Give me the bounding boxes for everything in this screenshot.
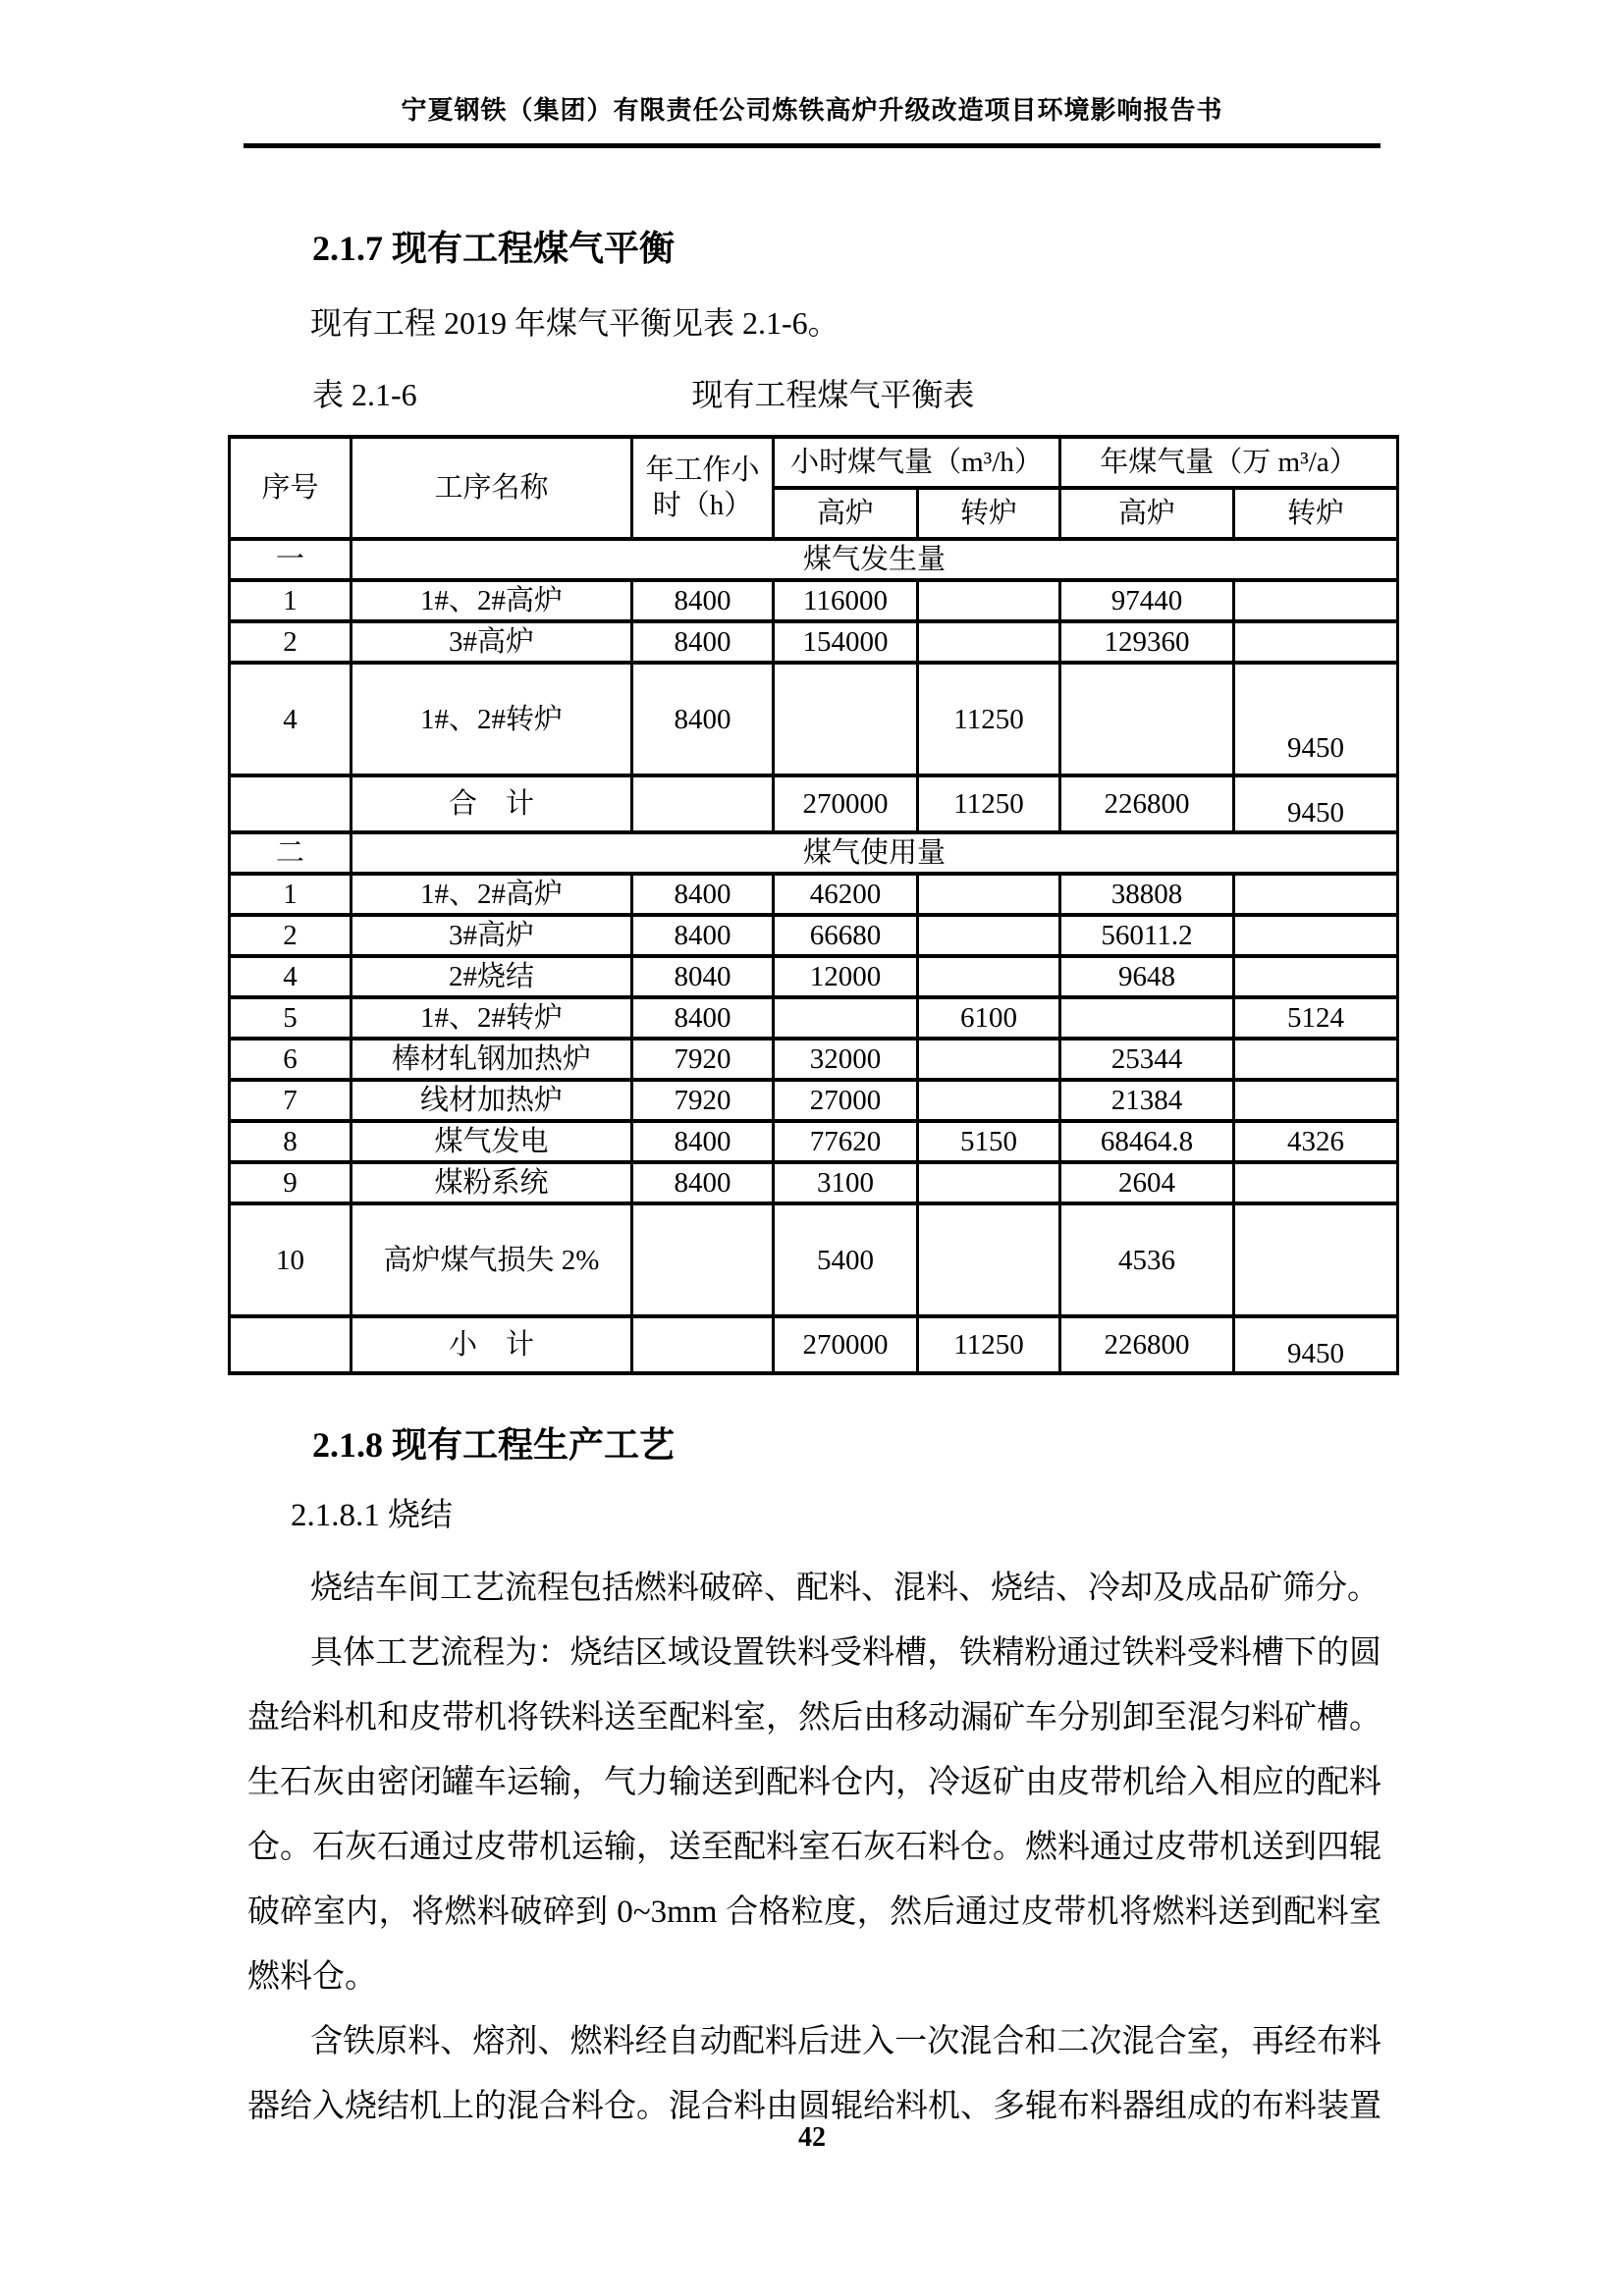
cell-no: 9 (230, 1162, 352, 1203)
table-header-row (230, 437, 1398, 488)
heading-2-1-8-1: 2.1.8.1 烧结 (291, 1498, 453, 1533)
body-paragraph-3: 含铁原料、熔剂、燃料经自动配料后进入一次混合和二次混合室，再经布料器给入烧结机上的混合料仓。混合料由圆辊给料机、多辊布料器组成的布料装置 (247, 2024, 1381, 2124)
cell-no: 一 (230, 539, 352, 580)
subcol-blast-furnace: 高炉 (1060, 488, 1234, 539)
heading-2-1-7: 2.1.7 现有工程煤气平衡 (312, 229, 676, 268)
cell-process: 2#烧结 (352, 956, 632, 997)
header-rule (244, 143, 1380, 148)
cell-process: 煤粉系统 (352, 1162, 632, 1203)
table-row (230, 1039, 1398, 1080)
cell-no: 7 (230, 1080, 352, 1121)
cell-no: 8 (230, 1121, 352, 1162)
cell-annual-conv (1234, 956, 1398, 997)
cell-no (230, 1316, 352, 1373)
cell-process: 煤气发电 (352, 1121, 632, 1162)
cell-hourly-conv: 11250 (918, 663, 1060, 775)
cell-process: 3#高炉 (352, 915, 632, 956)
cell-process: 小 计 (352, 1316, 632, 1373)
cell-hourly-bf: 3100 (774, 1162, 918, 1203)
table-row (230, 1121, 1398, 1162)
cell-hourly-bf: 77620 (774, 1121, 918, 1162)
gas-balance-table (228, 435, 1399, 1375)
page-header (0, 0, 1624, 148)
cell-annual-bf: 226800 (1060, 1316, 1234, 1373)
cell-hourly-conv (918, 1080, 1060, 1121)
page-content (228, 225, 1396, 2139)
body-paragraph-1: 烧结车间工艺流程包括燃料破碎、配料、混料、烧结、冷却及成品矿筛分。 (310, 1571, 1380, 1606)
cell-annual-bf: 21384 (1060, 1080, 1234, 1121)
cell-hours: 8040 (632, 956, 774, 997)
cell-hourly-bf (774, 663, 918, 775)
table-row (230, 663, 1398, 775)
table-row (230, 997, 1398, 1039)
cell-annual-bf: 2604 (1060, 1162, 1234, 1203)
table-row (230, 956, 1398, 997)
cell-annual-conv (1234, 1203, 1398, 1316)
table-row (230, 1162, 1398, 1203)
report-title: 宁夏钢铁（集团）有限责任公司炼铁高炉升级改造项目环境影响报告书 (401, 96, 1223, 125)
subcol-converter: 转炉 (1234, 488, 1398, 539)
cell-no: 4 (230, 663, 352, 775)
cell-hours (632, 1203, 774, 1316)
cell-hours: 8400 (632, 1121, 774, 1162)
section-label: 煤气使用量 (352, 832, 1398, 874)
cell-hourly-conv (918, 621, 1060, 663)
col-header-process: 工序名称 (352, 437, 632, 539)
intro-paragraph: 现有工程 2019 年煤气平衡见表 2.1-6。 (310, 305, 839, 341)
col-header-hourly-gas: 小时煤气量（m³/h） (774, 437, 1060, 488)
cell-annual-conv (1234, 1080, 1398, 1121)
table-row (230, 580, 1398, 621)
cell-hours: 7920 (632, 1039, 774, 1080)
cell-hourly-conv (918, 956, 1060, 997)
cell-hours: 8400 (632, 1162, 774, 1203)
cell-process: 1#、2#转炉 (352, 997, 632, 1039)
heading-2-1-8: 2.1.8 现有工程生产工艺 (312, 1425, 676, 1465)
cell-hours: 8400 (632, 997, 774, 1039)
cell-no: 5 (230, 997, 352, 1039)
cell-annual-conv (1234, 621, 1398, 663)
cell-annual-bf: 97440 (1060, 580, 1234, 621)
section-label: 煤气发生量 (352, 539, 1398, 580)
cell-annual-bf: 56011.2 (1060, 915, 1234, 956)
cell-annual-bf (1060, 997, 1234, 1039)
cell-hourly-bf: 154000 (774, 621, 918, 663)
cell-hourly-conv (918, 1162, 1060, 1203)
cell-hourly-bf: 116000 (774, 580, 918, 621)
cell-hours: 8400 (632, 621, 774, 663)
total-row-generation (230, 775, 1398, 832)
cell-process: 3#高炉 (352, 621, 632, 663)
cell-no: 6 (230, 1039, 352, 1080)
cell-hourly-conv: 5150 (918, 1121, 1060, 1162)
cell-annual-bf: 129360 (1060, 621, 1234, 663)
table-caption-title: 现有工程煤气平衡表 (691, 377, 975, 412)
section-row-usage (230, 832, 1398, 874)
cell-process: 棒材轧钢加热炉 (352, 1039, 632, 1080)
cell-no: 10 (230, 1203, 352, 1316)
cell-annual-conv: 5124 (1234, 997, 1398, 1039)
cell-annual-conv (1234, 580, 1398, 621)
cell-hourly-conv (918, 580, 1060, 621)
cell-process: 1#、2#高炉 (352, 580, 632, 621)
cell-hourly-bf: 270000 (774, 775, 918, 832)
table-row (230, 1203, 1398, 1316)
cell-hourly-conv: 11250 (918, 1316, 1060, 1373)
col-header-no: 序号 (230, 437, 352, 539)
cell-no: 1 (230, 874, 352, 915)
total-row-usage (230, 1316, 1398, 1373)
cell-annual-conv: 9450 (1234, 775, 1398, 832)
cell-annual-conv (1234, 1162, 1398, 1203)
cell-process: 1#、2#转炉 (352, 663, 632, 775)
cell-hours (632, 775, 774, 832)
cell-hours: 8400 (632, 580, 774, 621)
cell-annual-bf: 4536 (1060, 1203, 1234, 1316)
cell-hourly-conv (918, 1203, 1060, 1316)
cell-hourly-bf: 12000 (774, 956, 918, 997)
cell-no: 1 (230, 580, 352, 621)
cell-no (230, 775, 352, 832)
cell-hours: 7920 (632, 1080, 774, 1121)
cell-process: 合 计 (352, 775, 632, 832)
cell-annual-conv: 9450 (1234, 1316, 1398, 1373)
col-header-hours: 年工作小时（h） (632, 437, 774, 539)
cell-annual-conv (1234, 915, 1398, 956)
cell-process: 1#、2#高炉 (352, 874, 632, 915)
cell-hourly-bf: 32000 (774, 1039, 918, 1080)
table-caption (228, 374, 1396, 415)
cell-hourly-bf: 66680 (774, 915, 918, 956)
cell-hours (632, 1316, 774, 1373)
cell-annual-conv: 9450 (1234, 663, 1398, 775)
cell-hourly-bf (774, 997, 918, 1039)
col-header-annual-gas: 年煤气量（万 m³/a） (1060, 437, 1398, 488)
table-caption-label: 表 2.1-6 (312, 377, 417, 412)
subcol-blast-furnace: 高炉 (774, 488, 918, 539)
section-row-generation (230, 539, 1398, 580)
cell-annual-bf: 38808 (1060, 874, 1234, 915)
cell-no: 4 (230, 956, 352, 997)
cell-hourly-conv: 6100 (918, 997, 1060, 1039)
cell-hourly-conv (918, 874, 1060, 915)
cell-hourly-bf: 27000 (774, 1080, 918, 1121)
cell-annual-bf (1060, 663, 1234, 775)
body-paragraph-2: 具体工艺流程为：烧结区域设置铁料受料槽，铁精粉通过铁料受料槽下的圆盘给料机和皮带机将铁料送至配料室，然后由移动漏矿车分别卸至混匀料矿槽。生石灰由密闭罐车运输，气力输送到配料仓内，冷返矿由皮带机给入相应的配料仓。石灰石通过皮带机运输，送至配料室石灰石料仓。燃料通过皮带机送到四辊破碎室内，将燃料破碎到 0~3mm 合格粒度，然后通过皮带机将燃料送到配料室燃料仓。 (247, 1635, 1381, 1995)
cell-hourly-conv (918, 1039, 1060, 1080)
cell-hourly-conv (918, 915, 1060, 956)
cell-hours: 8400 (632, 874, 774, 915)
cell-process: 线材加热炉 (352, 1080, 632, 1121)
cell-annual-bf: 226800 (1060, 775, 1234, 832)
cell-hours: 8400 (632, 663, 774, 775)
cell-no: 二 (230, 832, 352, 874)
cell-annual-conv (1234, 1039, 1398, 1080)
cell-hourly-bf: 5400 (774, 1203, 918, 1316)
cell-annual-bf: 25344 (1060, 1039, 1234, 1080)
table-row (230, 915, 1398, 956)
cell-hourly-bf: 46200 (774, 874, 918, 915)
cell-process: 高炉煤气损失 2% (352, 1203, 632, 1316)
cell-hours: 8400 (632, 915, 774, 956)
table-row (230, 874, 1398, 915)
table-row (230, 621, 1398, 663)
cell-annual-conv: 4326 (1234, 1121, 1398, 1162)
page-number: 42 (798, 2122, 826, 2153)
cell-annual-bf: 9648 (1060, 956, 1234, 997)
subcol-converter: 转炉 (918, 488, 1060, 539)
table-row (230, 1080, 1398, 1121)
cell-no: 2 (230, 915, 352, 956)
cell-hourly-bf: 270000 (774, 1316, 918, 1373)
cell-annual-conv (1234, 874, 1398, 915)
cell-no: 2 (230, 621, 352, 663)
cell-annual-bf: 68464.8 (1060, 1121, 1234, 1162)
cell-hourly-conv: 11250 (918, 775, 1060, 832)
